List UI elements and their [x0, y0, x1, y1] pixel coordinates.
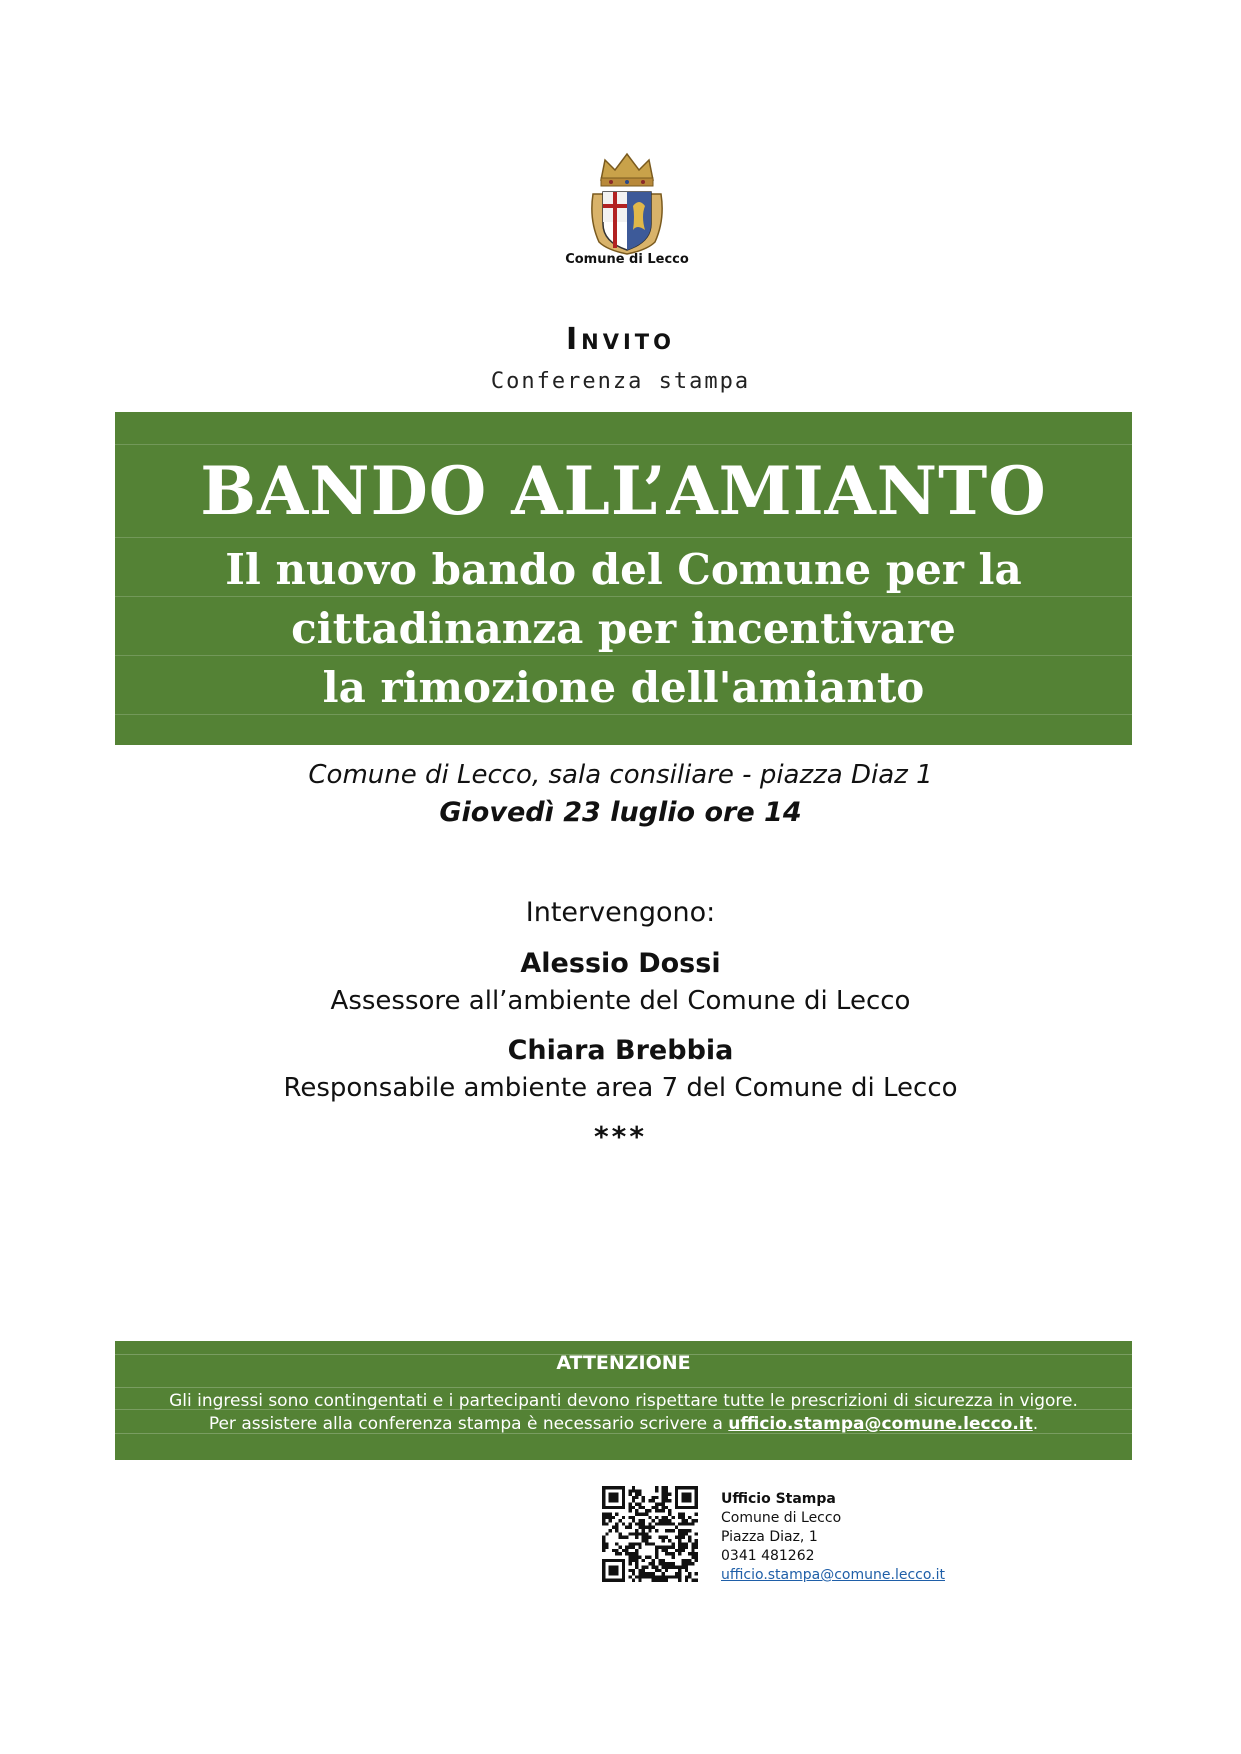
speaker-name: Alessio Dossi: [520, 948, 721, 979]
attention-title: ATTENZIONE: [556, 1352, 691, 1374]
crest-label: Comune di Lecco: [565, 252, 689, 267]
contact-address: Piazza Diaz, 1: [721, 1529, 818, 1545]
event-date: Giovedì 23 luglio ore 14: [439, 797, 802, 828]
event-location: Comune di Lecco, sala consiliare - piazza Diaz 1: [308, 760, 933, 790]
banner-subtitle-line: la rimozione dell'amianto: [322, 663, 925, 712]
title-banner: [115, 412, 1132, 745]
banner-subtitle-line: cittadinanza per incentivare: [291, 604, 956, 653]
speaker-role: Responsabile ambiente area 7 del Comune di Lecco: [283, 1073, 958, 1103]
attention-text-suffix: .: [1032, 1414, 1039, 1434]
press-office-contact: [721, 1490, 945, 1585]
contact-title: Ufficio Stampa: [721, 1491, 836, 1507]
banner-title: BANDO ALL’AMIANTO: [200, 452, 1047, 530]
attention-text: Gli ingressi sono contingentati e i partecipanti devono rispettare tutte le prescrizioni di sicurezza in vigore.: [169, 1391, 1078, 1411]
invito-subheading: Conferenza stampa: [490, 369, 751, 394]
separator-stars: ***: [594, 1120, 647, 1153]
attention-text-prefix: Per assistere alla conferenza stampa è necessario scrivere a: [208, 1414, 729, 1434]
qr-code-icon: [602, 1486, 698, 1582]
speaker-role: Assessore all’ambiente del Comune di Lecco: [330, 986, 911, 1016]
contact-email-link[interactable]: ufficio.stampa@comune.lecco.it: [721, 1567, 945, 1583]
attention-email-link[interactable]: ufficio.stampa@comune.lecco.it: [728, 1414, 1033, 1434]
attention-box: [115, 1341, 1132, 1460]
banner-subtitle: [115, 540, 1132, 717]
speaker-name: Chiara Brebbia: [507, 1035, 734, 1066]
invito-heading: Invito: [566, 322, 675, 357]
contact-phone: 0341 481262: [721, 1548, 815, 1564]
attention-text: [115, 1414, 1132, 1434]
city-crest-icon: [589, 150, 665, 256]
banner-subtitle-line: Il nuovo bando del Comune per la: [225, 545, 1022, 594]
speakers-intro: Intervengono:: [525, 897, 716, 928]
contact-org: Comune di Lecco: [721, 1510, 842, 1526]
